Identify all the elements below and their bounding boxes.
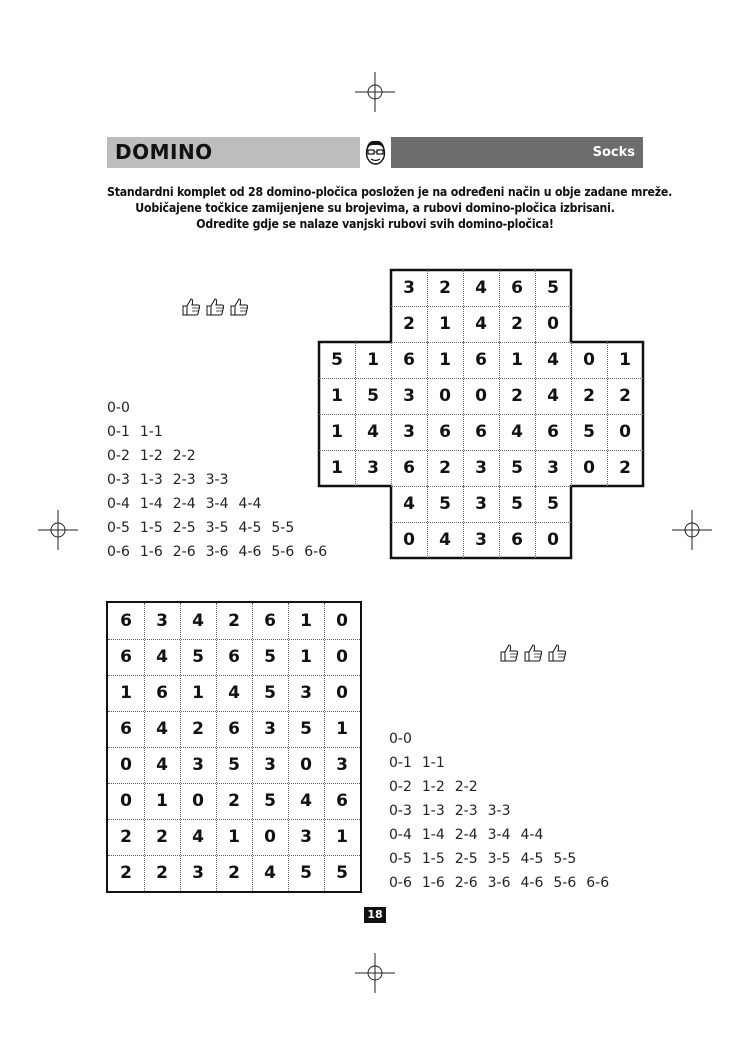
- grid-cell: 2: [439, 458, 451, 478]
- grid-cell: 1: [331, 386, 343, 406]
- grid-cell: 1: [439, 314, 451, 334]
- domino-tile-label: 1-3: [139, 472, 163, 488]
- domino-tile-label: 0-1: [107, 424, 130, 440]
- domino-tile-label: 5-6: [553, 875, 577, 891]
- grid-cell: 3: [264, 719, 276, 739]
- grid-cell: 3: [300, 827, 312, 847]
- grid-cell: 3: [264, 755, 276, 775]
- grid-cell: 6: [403, 350, 415, 370]
- registration-mark-top: [355, 72, 395, 112]
- grid-cell: 5: [547, 494, 559, 514]
- thumbs-up-icon: [522, 642, 544, 668]
- domino-tile-label: 0-3: [107, 472, 130, 488]
- grid-cell: 2: [192, 719, 204, 739]
- grid-cell: 1: [120, 683, 132, 703]
- thumbs-up-icon: [546, 642, 568, 668]
- grid-cell: 5: [439, 494, 451, 514]
- domino-tile-label: 0-3: [389, 803, 412, 819]
- domino-list-row: [107, 516, 337, 540]
- domino-tile-label: 1-1: [139, 424, 163, 440]
- grid-cell: 4: [300, 791, 312, 811]
- domino-tile-label: 0-5: [389, 851, 412, 867]
- domino-tile-label: 3-5: [487, 851, 511, 867]
- grid-cell: 0: [120, 755, 132, 775]
- grid-cell: 3: [403, 422, 415, 442]
- domino-tile-label: 0-4: [389, 827, 412, 843]
- grid-cell: 2: [583, 386, 595, 406]
- grid-cell: 5: [264, 683, 276, 703]
- grid-cell: 5: [300, 719, 312, 739]
- domino-tile-label: 0-2: [107, 448, 130, 464]
- grid-cell: 4: [156, 647, 168, 667]
- grid-cell: 2: [120, 863, 132, 883]
- grid-cell: 6: [511, 530, 523, 550]
- grid-cell: 6: [264, 611, 276, 631]
- domino-tile-label: 3-3: [487, 803, 511, 819]
- domino-tile-label: 1-4: [421, 827, 445, 843]
- grid-cell: 4: [403, 494, 415, 514]
- domino-list: [389, 727, 619, 895]
- grid-cell: 4: [192, 611, 204, 631]
- grid-cell: 2: [156, 863, 168, 883]
- grid-cell: 1: [511, 350, 523, 370]
- domino-tile-label: 0-4: [107, 496, 130, 512]
- grid-cell: 4: [475, 278, 487, 298]
- instruction-line: Odredite gdje se nalaze vanjski rubovi svih domino-pločica!: [196, 217, 554, 231]
- grid-cell: 1: [300, 611, 312, 631]
- grid-cell: 4: [156, 719, 168, 739]
- grid-cell: 6: [547, 422, 559, 442]
- grid-cell: 5: [300, 863, 312, 883]
- domino-list: [107, 396, 337, 564]
- domino-tile-label: 0-6: [389, 875, 412, 891]
- domino-tile-label: 4-5: [520, 851, 544, 867]
- grid-cell: 1: [367, 350, 379, 370]
- grid-cell: 5: [511, 458, 523, 478]
- domino-tile-label: 2-6: [172, 544, 196, 560]
- domino-list-row: [107, 420, 337, 444]
- domino-tile-label: 2-6: [454, 875, 478, 891]
- grid-cell: 3: [547, 458, 559, 478]
- grid-cell: 1: [331, 458, 343, 478]
- domino-tile-label: 4-4: [238, 496, 262, 512]
- grid-cell: 0: [120, 791, 132, 811]
- domino-list-row: [389, 799, 619, 823]
- grid-cell: 3: [192, 863, 204, 883]
- grid-cell: 6: [120, 647, 132, 667]
- domino-tile-label: 3-4: [487, 827, 511, 843]
- domino-list-row: [389, 871, 619, 895]
- grid-cell: 4: [192, 827, 204, 847]
- grid-cell: 1: [228, 827, 240, 847]
- grid-cell: 5: [547, 278, 559, 298]
- grid-cell: 1: [336, 827, 348, 847]
- grid-cell: 3: [192, 755, 204, 775]
- domino-list-row: [107, 492, 337, 516]
- grid-cell: 6: [336, 791, 348, 811]
- domino-list-row: [107, 444, 337, 468]
- author-name: Socks: [592, 145, 635, 160]
- grid-cell: 0: [619, 422, 631, 442]
- domino-tile-label: 1-5: [139, 520, 163, 536]
- grid-cell: 4: [511, 422, 523, 442]
- domino-tile-label: 0-0: [107, 400, 130, 416]
- domino-tile-label: 4-6: [520, 875, 544, 891]
- grid-cell: 3: [403, 278, 415, 298]
- grid-cell: 4: [475, 314, 487, 334]
- difficulty-rating: [498, 642, 568, 668]
- domino-tile-label: 1-4: [139, 496, 163, 512]
- author-avatar: [360, 137, 391, 168]
- domino-tile-label: 2-2: [172, 448, 196, 464]
- domino-tile-label: 3-4: [205, 496, 229, 512]
- grid-cell: 0: [583, 458, 595, 478]
- grid-cell: 3: [475, 530, 487, 550]
- grid-cell: 5: [228, 755, 240, 775]
- grid-cell: 2: [511, 386, 523, 406]
- domino-tile-label: 4-6: [238, 544, 262, 560]
- domino-tile-label: 1-3: [421, 803, 445, 819]
- grid-cell: 0: [403, 530, 415, 550]
- domino-tile-label: 0-6: [107, 544, 130, 560]
- domino-tile-label: 5-5: [271, 520, 295, 536]
- registration-mark-right: [672, 510, 712, 550]
- grid-cell: 2: [156, 827, 168, 847]
- grid-cell: 0: [192, 791, 204, 811]
- domino-list-row: [389, 751, 619, 775]
- instruction-line: Standardni komplet od 28 domino-pločica posložen je na određeni način u obje zadane mreže.: [107, 185, 673, 199]
- grid-cell: 4: [439, 530, 451, 550]
- domino-tile-label: 1-2: [421, 779, 445, 795]
- domino-tile-label: 4-4: [520, 827, 544, 843]
- domino-tile-label: 2-4: [172, 496, 196, 512]
- grid-cell: 3: [156, 611, 168, 631]
- domino-list-row: [107, 396, 337, 420]
- domino-list-row: [389, 847, 619, 871]
- grid-cell: 5: [264, 647, 276, 667]
- grid-cell: 6: [475, 422, 487, 442]
- domino-tile-label: 0-1: [389, 755, 412, 771]
- domino-tile-label: 3-5: [205, 520, 229, 536]
- grid-cell: 2: [619, 458, 631, 478]
- grid-cell: 4: [547, 350, 559, 370]
- instructions: [107, 184, 673, 232]
- domino-tile-label: 6-6: [586, 875, 610, 891]
- domino-tile-label: 4-5: [238, 520, 262, 536]
- grid-cell: 1: [336, 719, 348, 739]
- grid-cell: 1: [300, 647, 312, 667]
- domino-list-row: [107, 540, 337, 564]
- domino-tile-label: 0-5: [107, 520, 130, 536]
- grid-cell: 6: [511, 278, 523, 298]
- domino-tile-label: 0-0: [389, 731, 412, 747]
- registration-mark-left: [38, 510, 78, 550]
- grid-cell: 1: [156, 791, 168, 811]
- domino-tile-label: 2-5: [172, 520, 196, 536]
- thumbs-up-icon: [498, 642, 520, 668]
- domino-tile-label: 2-4: [454, 827, 478, 843]
- grid-cell: 1: [439, 350, 451, 370]
- grid-cell: 6: [403, 458, 415, 478]
- grid-cell: 0: [439, 386, 451, 406]
- puzzle-header: [107, 137, 643, 168]
- grid-cell: 5: [583, 422, 595, 442]
- grid-cell: 2: [120, 827, 132, 847]
- grid-cell: 5: [264, 791, 276, 811]
- grid-cell: 5: [192, 647, 204, 667]
- domino-list-row: [389, 727, 619, 751]
- domino-tile-label: 1-5: [421, 851, 445, 867]
- domino-list-row: [389, 775, 619, 799]
- thumbs-up-icon: [228, 296, 250, 322]
- puzzle-title: DOMINO: [115, 140, 213, 164]
- domino-tile-label: 5-5: [553, 851, 577, 867]
- grid-cell: 3: [300, 683, 312, 703]
- grid-cell: 6: [439, 422, 451, 442]
- domino-tile-label: 3-6: [205, 544, 229, 560]
- domino-tile-label: 2-2: [454, 779, 478, 795]
- grid-cell: 6: [228, 719, 240, 739]
- grid-cell: 6: [120, 611, 132, 631]
- puzzle-grid-rectangle: [106, 601, 362, 893]
- grid-cell: 6: [120, 719, 132, 739]
- domino-tile-label: 1-6: [139, 544, 163, 560]
- grid-cell: 2: [228, 791, 240, 811]
- grid-cell: 2: [228, 863, 240, 883]
- domino-tile-label: 3-3: [205, 472, 229, 488]
- instruction-line: Uobičajene točkice zamijenjene su brojevima, a rubovi domino-pločica izbrisani.: [135, 201, 615, 215]
- grid-cell: 3: [336, 755, 348, 775]
- grid-cell: 5: [331, 350, 343, 370]
- domino-tile-label: 2-3: [172, 472, 196, 488]
- grid-cell: 3: [475, 494, 487, 514]
- grid-cell: 2: [228, 611, 240, 631]
- domino-tile-label: 3-6: [487, 875, 511, 891]
- header-left-panel: [107, 137, 360, 168]
- grid-cell: 3: [475, 458, 487, 478]
- grid-cell: 2: [403, 314, 415, 334]
- grid-cell: 0: [336, 647, 348, 667]
- thumbs-up-icon: [180, 296, 202, 322]
- grid-cell: 5: [336, 863, 348, 883]
- grid-cell: 1: [619, 350, 631, 370]
- grid-cell: 4: [547, 386, 559, 406]
- grid-cell: 0: [336, 683, 348, 703]
- grid-cell: 1: [331, 422, 343, 442]
- grid-cell: 4: [367, 422, 379, 442]
- domino-tile-label: 2-3: [454, 803, 478, 819]
- domino-tile-label: 0-2: [389, 779, 412, 795]
- grid-cell: 1: [192, 683, 204, 703]
- grid-cell: 0: [300, 755, 312, 775]
- grid-cell: 0: [547, 314, 559, 334]
- difficulty-rating: [180, 296, 250, 322]
- grid-cell: 4: [228, 683, 240, 703]
- grid-cell: 4: [156, 755, 168, 775]
- grid-cell: 2: [439, 278, 451, 298]
- grid-cell: 3: [367, 458, 379, 478]
- domino-tile-label: 1-1: [421, 755, 445, 771]
- grid-cell: 0: [475, 386, 487, 406]
- thumbs-up-icon: [204, 296, 226, 322]
- domino-tile-label: 5-6: [271, 544, 295, 560]
- domino-tile-label: 1-6: [421, 875, 445, 891]
- grid-cell: 2: [619, 386, 631, 406]
- grid-cell: 0: [583, 350, 595, 370]
- grid-cell: 6: [156, 683, 168, 703]
- registration-mark-bottom: [355, 953, 395, 993]
- grid-cell: 6: [228, 647, 240, 667]
- domino-tile-label: 2-5: [454, 851, 478, 867]
- page-number: 18: [364, 907, 386, 923]
- grid-cell: 0: [264, 827, 276, 847]
- grid-cell: 0: [336, 611, 348, 631]
- domino-tile-label: 1-2: [139, 448, 163, 464]
- grid-cell: 4: [264, 863, 276, 883]
- domino-tile-label: 6-6: [304, 544, 328, 560]
- puzzle-grid-cross: [319, 270, 643, 558]
- grid-cell: 2: [511, 314, 523, 334]
- grid-cell: 0: [547, 530, 559, 550]
- header-right-panel: [391, 137, 643, 168]
- domino-list-row: [389, 823, 619, 847]
- domino-list-row: [107, 468, 337, 492]
- grid-cell: 3: [403, 386, 415, 406]
- grid-cell: 5: [511, 494, 523, 514]
- grid-cell: 6: [475, 350, 487, 370]
- grid-cell: 5: [367, 386, 379, 406]
